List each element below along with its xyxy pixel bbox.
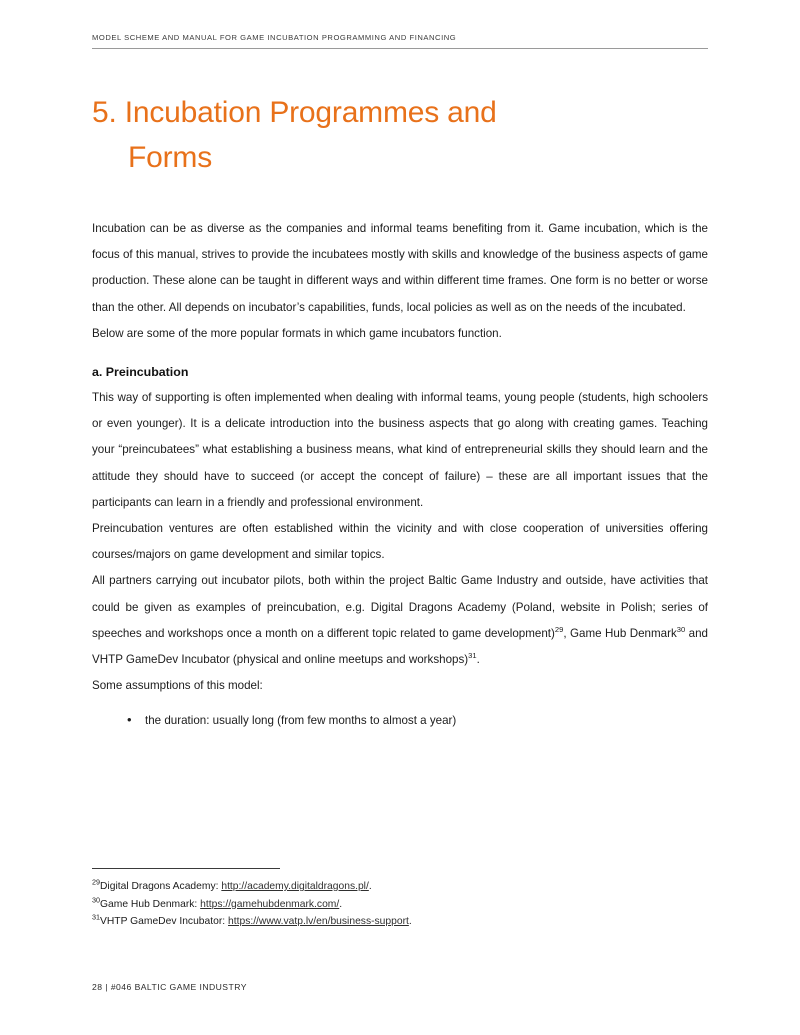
footnote-period-29: . (368, 881, 372, 892)
footnote-marker-29: 29 (92, 877, 100, 887)
par3-text-part-2: , Game Hub Denmark (563, 626, 677, 640)
header-divider (92, 48, 708, 49)
par3-text-part-1: All partners carrying out incubator pilots, both within the project Baltic Game Industry and outside, have activities that could be given as examples of preincubation, e.g. Digital Dragons Academy (Poland, website in Polish; series of speeches and workshops once a month on a different topic related to game development) (92, 574, 708, 640)
footnote-label-31: VHTP GameDev Incubator: (100, 916, 229, 927)
footnote-31 (92, 913, 708, 931)
footnote-link-30[interactable]: https://gamehubdenmark.com/ (200, 898, 340, 910)
footnotes-section (92, 868, 708, 931)
preincubation-paragraph-1: This way of supporting is often implemented when dealing with informal teams, young people (students, high schoolers or even younger). It is a delicate introduction into the business aspects that go along with creating games. Teaching your “preincubatees” what establishing a business means, what kind of entrepreneurial skills they should learn and the attitude they should have to succeed (or accept the concept of failure) – these are all important issues that the participants can learn in a friendly and professional environment. (92, 391, 708, 509)
footnote-link-31[interactable]: https://www.vatp.lv/en/business-support (228, 916, 409, 927)
footnote-marker-31: 31 (92, 912, 100, 922)
page-footer: 28 | #046 BALTIC GAME INDUSTRY (92, 982, 247, 992)
page-content (92, 88, 708, 734)
footnote-ref-31[interactable]: 31 (468, 651, 477, 661)
footnote-label-29: Digital Dragons Academy: (100, 881, 222, 892)
footnote-29 (92, 878, 708, 896)
footnote-ref-30[interactable]: 30 (676, 624, 686, 634)
section-heading-preincubation: a. Preincubation (92, 365, 189, 380)
intro-paragraph: Incubation can be as diverse as the companies and informal teams benefiting from it. Game incubation, which is the focus of this manual, strives to provide the incubatees mostly with skills and knowledge of the business aspects of game production. These alone can be taught in different ways and within different time frames. One form is no better or worse than the other. All depends on incubator’s capabilities, funds, local policies as well as on the needs of the incubated. (92, 222, 708, 314)
par3-text-part-3: and VHTP GameDev Incubator (physical and online meetups and workshops) (92, 626, 708, 667)
list-spacer (92, 699, 708, 708)
footnote-marker-30: 30 (92, 895, 100, 905)
footnote-30 (92, 896, 708, 914)
footnote-link-29[interactable]: http://academy.digitaldragons.pl/ (221, 881, 369, 892)
footnote-period-30: . (339, 898, 343, 910)
title-spacer (92, 180, 708, 216)
par3-text-part-4: . (476, 653, 480, 667)
footnote-period-31: . (408, 916, 412, 927)
running-header (92, 33, 708, 49)
footnote-separator (92, 868, 280, 869)
running-header-title: MODEL SCHEME AND MANUAL FOR GAME INCUBATION PROGRAMMING AND FINANCING (92, 33, 457, 42)
preincubation-paragraph-3 (92, 568, 708, 673)
chapter-title-line-2: Forms (128, 141, 212, 174)
footnote-label-30: Game Hub Denmark: (100, 898, 201, 910)
footnote-ref-29[interactable]: 29 (554, 624, 564, 634)
chapter-title-line-1: 5. Incubation Programmes and (92, 96, 497, 129)
list-item: • the duration: usually long (from few months to almost a year) (127, 708, 708, 734)
below-formats-paragraph: Below are some of the more popular formats in which game incubators function. (92, 326, 502, 340)
chapter-title (92, 88, 652, 180)
preincubation-paragraph-2: Preincubation ventures are often established within the vicinity and with close cooperation of universities offering courses/majors on game development and similar topics. (92, 522, 708, 562)
assumptions-lead-in: Some assumptions of this model: (92, 679, 263, 693)
assumptions-list (92, 708, 708, 734)
